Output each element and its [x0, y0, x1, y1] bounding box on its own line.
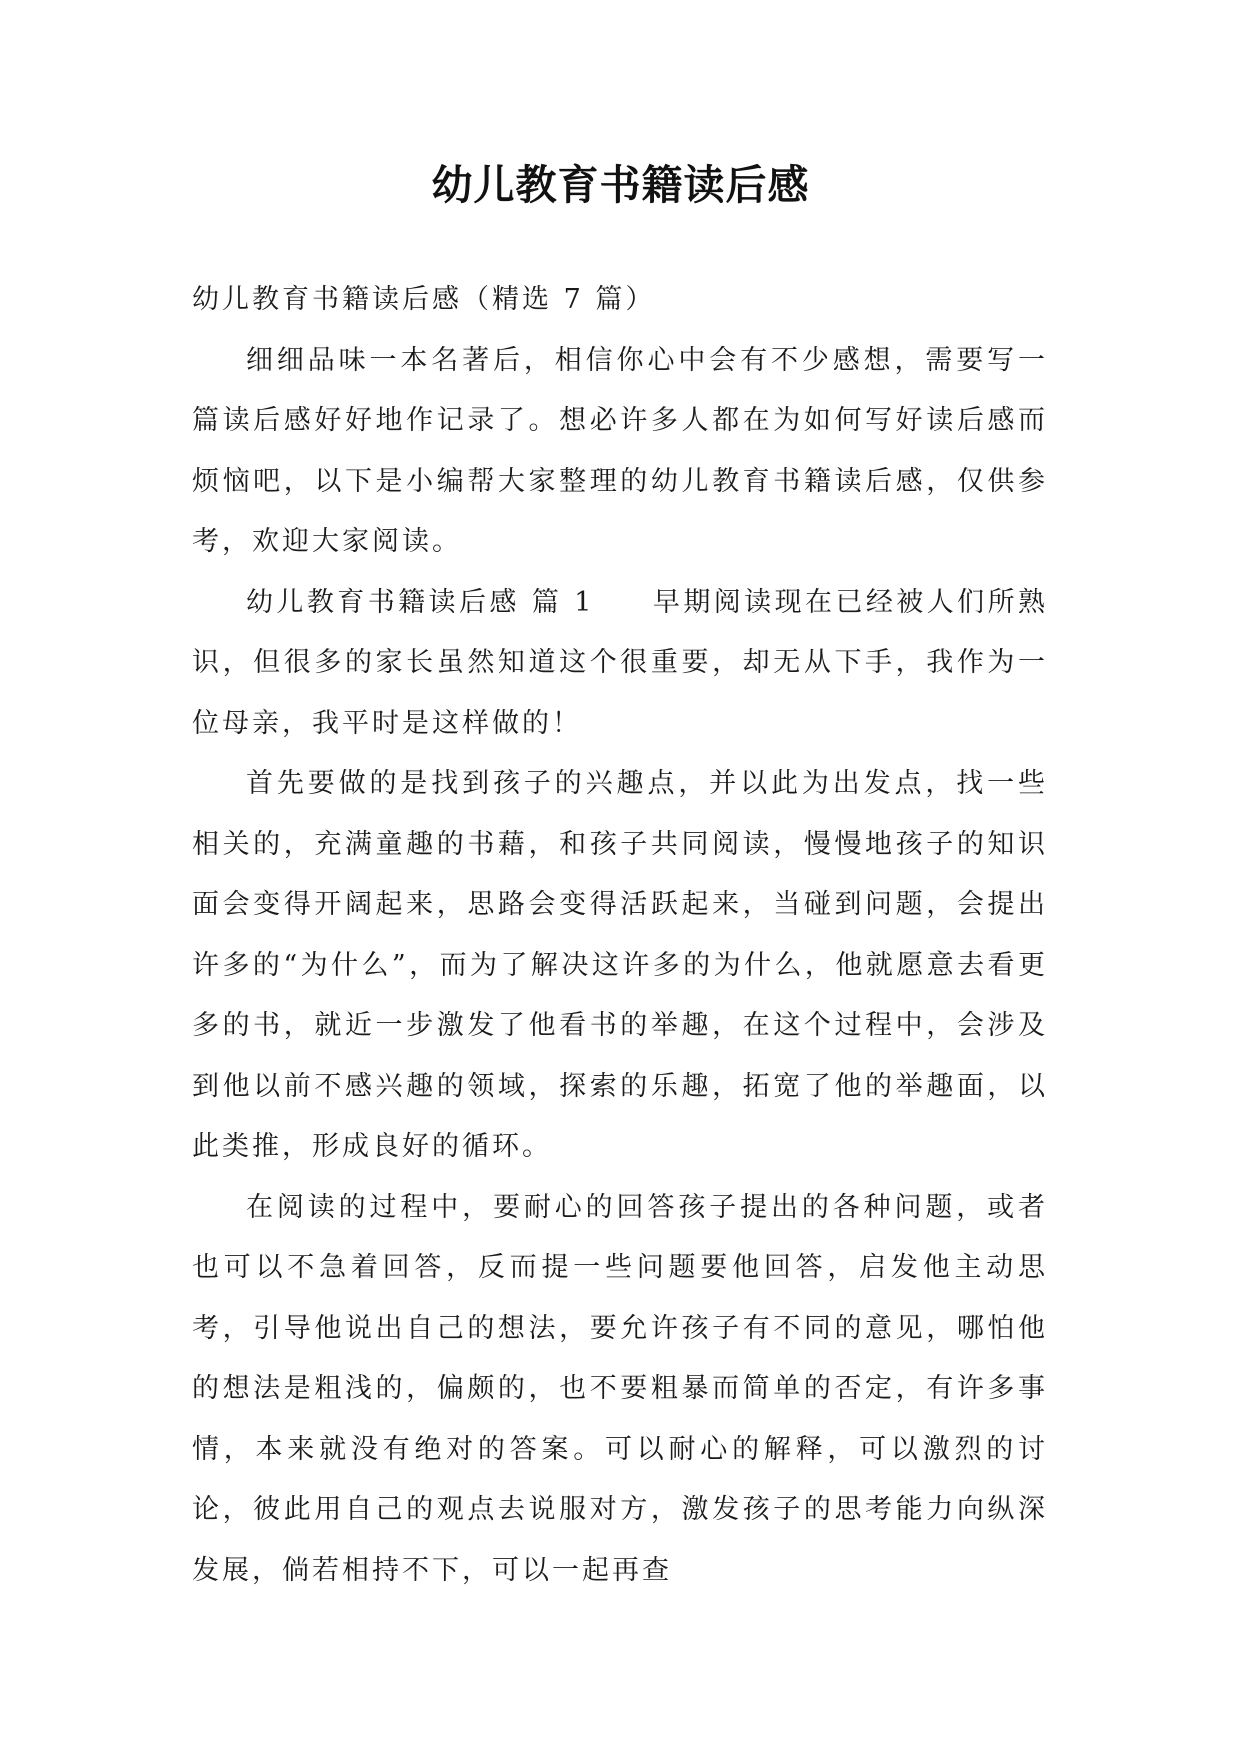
chapter-1-paragraph-2: 首先要做的是找到孩子的兴趣点，并以此为出发点，找一些相关的，充满童趣的书藉，和孩子共同阅读，慢慢地孩子的知识面会变得开阔起来，思路会变得活跃起来，当碰到问题，会提出许多的“为什么”，而为了解决这许多的为什么，他就愿意去看更多的书，就近一步激发了他看书的举趣，在这个过程中，会涉及到他以前不感兴趣的领域，探索的乐趣，拓宽了他的举趣面，以此类推，形成良好的循环。 — [192, 768, 1048, 1162]
document-subtitle: 幼儿教育书籍读后感（精选 7 篇） — [192, 284, 656, 315]
document-body — [192, 270, 1048, 1601]
chapter-1-heading: 幼儿教育书籍读后感 篇 1 — [246, 586, 595, 618]
chapter-1-first-paragraph — [192, 573, 1048, 755]
chapter-1-paragraph-1: 早期阅读现在已经被人们所熟识，但很多的家长虽然知道这个很重要，却无从下手，我作为一位母亲，我平时是这样做的！ — [192, 586, 1049, 739]
intro-paragraph: 细细品味一本名著后，相信你心中会有不少感想，需要写一篇读后感好好地作记录了。想必许多人都在为如何写好读后感而烦恼吧，以下是小编帮大家整理的幼儿教育书籍读后感，仅供参考，欢迎大家阅读。 — [192, 344, 1048, 557]
document-title: 幼儿教育书籍读后感 — [431, 161, 810, 209]
chapter-1-paragraph-3: 在阅读的过程中，要耐心的回答孩子提出的各种问题，或者也可以不急着回答，反而提一些问题要他回答，启发他主动思考，引导他说出自己的想法，要允许孩子有不同的意见，哪怕他的想法是粗浅的，偏颇的，也不要粗暴而简单的否定，有许多事情，本来就没有绝对的答案。可以耐心的解释，可以激烈的讨论，彼此用自己的观点去说服对方，激发孩子的思考能力向纵深发展，倘若相持不下，可以一起再查 — [192, 1191, 1048, 1586]
